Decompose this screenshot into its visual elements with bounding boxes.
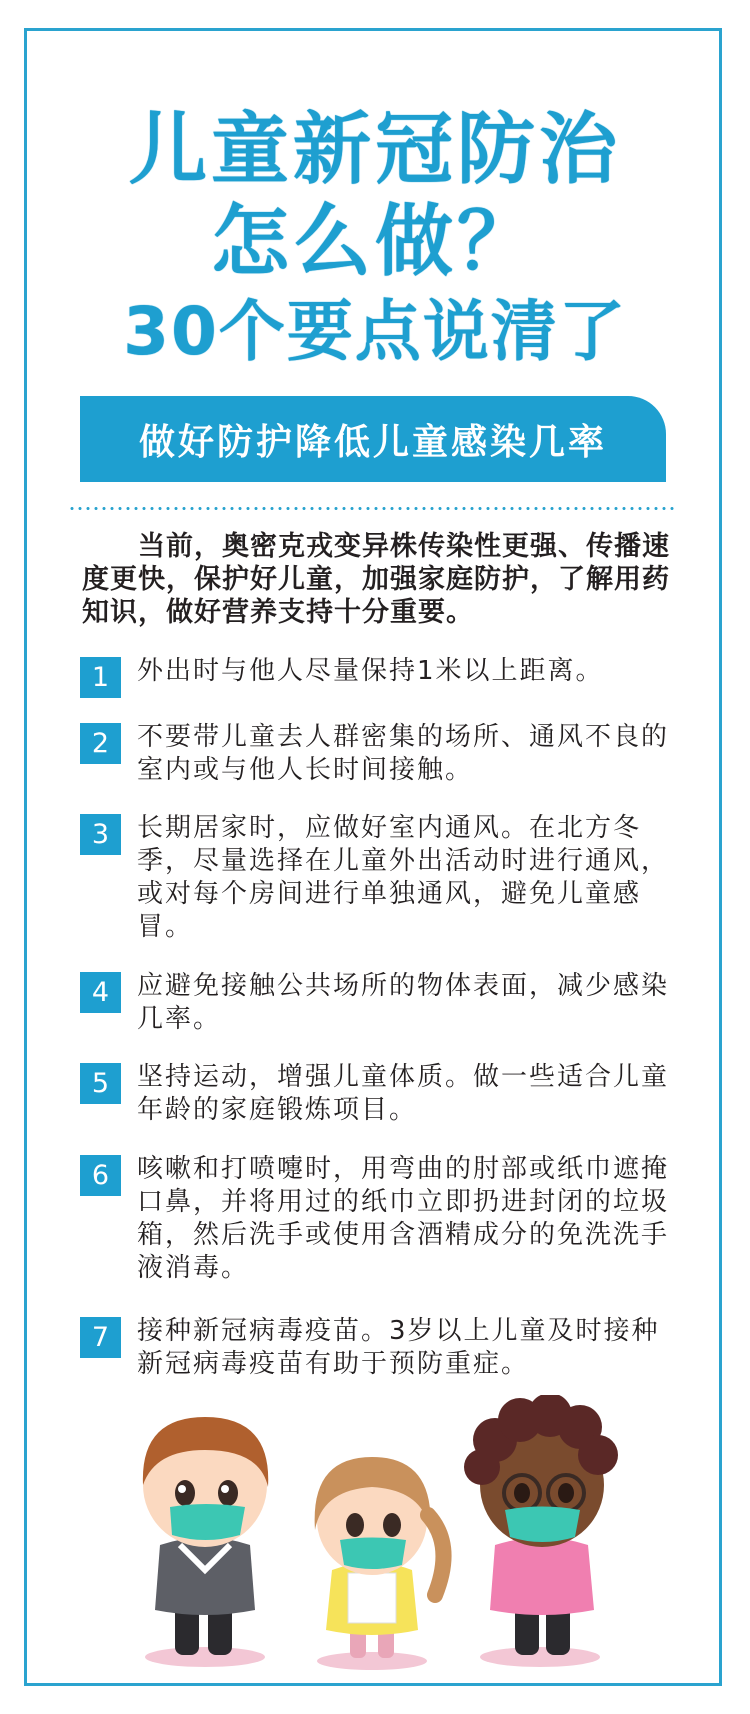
mask-icon [170,1504,245,1540]
tip-number: 3 [80,814,121,855]
shadow [145,1647,265,1667]
tip-number: 4 [80,972,121,1013]
poster-title [0,105,750,370]
title-line-3: 30个要点说清了 [123,292,627,370]
title-line-2: 怎么做？ [210,196,539,287]
tip-text: 咳嗽和打喷嚏时，用弯曲的肘部或纸巾遮掩口鼻，并将用过的纸巾立即扔进封闭的垃圾箱，然后洗手或使用含酒精成分的免洗洗手液消毒。 [137,1154,670,1283]
girl-middle-figure [315,1457,444,1658]
tip-text: 外出时与他人尽量保持1米以上距离。 [137,656,604,686]
tip-item [80,655,680,698]
boy-right-figure [464,1395,618,1655]
shadow [480,1647,600,1667]
boy-left-figure [143,1417,268,1655]
tip-number: 2 [80,723,121,764]
section-banner [80,396,666,482]
tip-item [80,1315,680,1381]
tip-number: 1 [80,657,121,698]
tip-text: 不要带儿童去人群密集的场所、通风不良的室内或与他人长时间接触。 [137,722,670,785]
tip-text: 长期居家时，应做好室内通风。在北方冬季，尽量选择在儿童外出活动时进行通风，或对每个房间进行单独通风，避免儿童感冒。 [137,813,670,942]
banner-text: 做好防护降低儿童感染几率 [138,421,607,463]
tip-text: 坚持运动，增强儿童体质。做一些适合儿童年龄的家庭锻炼项目。 [137,1062,670,1125]
tip-item [80,812,680,944]
tip-text: 应避免接触公共场所的物体表面，减少感染几率。 [137,971,670,1034]
masked-children-illustration [110,1395,650,1675]
shadow [317,1652,427,1670]
mask-icon [340,1538,406,1570]
tip-item [80,1061,680,1127]
tip-item [80,970,680,1036]
mask-icon [505,1507,580,1543]
tip-number: 5 [80,1063,121,1104]
title-line-1: 儿童新冠防治 [128,105,621,195]
tip-number: 7 [80,1317,121,1358]
tip-item [80,1153,680,1285]
intro-paragraph: 当前，奥密克戎变异株传染性更强、传播速度更快，保护好儿童，加强家庭防护，了解用药知识，做好营养支持十分重要。 [82,531,670,628]
tip-text: 接种新冠病毒疫苗。3岁以上儿童及时接种新冠病毒疫苗有助于预防重症。 [137,1316,660,1379]
dotted-divider [68,507,674,510]
tip-item [80,721,680,787]
tip-number: 6 [80,1155,121,1196]
